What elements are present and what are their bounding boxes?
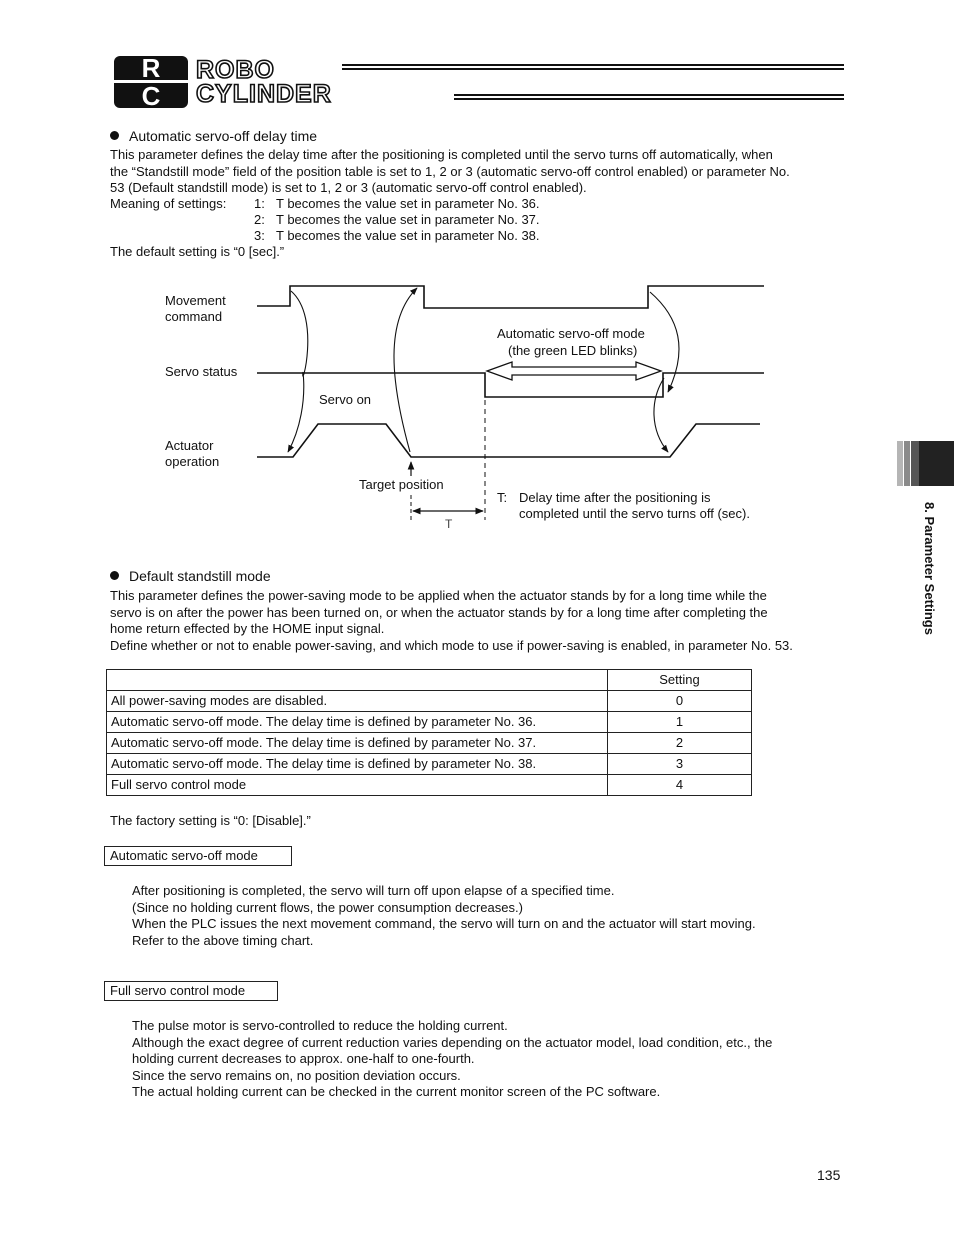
paragraph-line: Since the servo remains on, no position deviation occurs. xyxy=(132,1067,461,1083)
side-tab-stripe xyxy=(904,441,910,486)
label-movement-command: Movement xyxy=(165,293,226,308)
header-rule-top-2 xyxy=(342,68,844,70)
logo-letter-r: R xyxy=(141,53,161,83)
logo-text-robo: ROBO xyxy=(196,56,275,84)
actuator-operation-signal xyxy=(257,424,760,457)
table-cell-desc: All power-saving modes are disabled. xyxy=(107,691,608,712)
paragraph-line: 53 (Default standstill mode) is set to 1, 2 or 3 (automatic servo-off control enabled). xyxy=(110,180,587,195)
movement-command-signal xyxy=(257,286,764,308)
paragraph-line: The actual holding current can be checked in the current monitor screen of the PC software. xyxy=(132,1084,661,1099)
auto-servo-off-double-arrow xyxy=(487,362,661,380)
table-cell-value: 1 xyxy=(608,712,752,733)
table-header-row xyxy=(107,670,752,691)
paragraph-line: Refer to the above timing chart. xyxy=(132,932,314,948)
t-description: Delay time after the positioning is xyxy=(519,490,711,505)
table-cell-desc: Automatic servo-off mode. The delay time is defined by parameter No. 37. xyxy=(107,733,608,754)
t-description-2: completed until the servo turns off (sec). xyxy=(519,506,750,521)
bullet-icon xyxy=(110,131,119,140)
meaning-key: 2: xyxy=(254,212,265,227)
logo-mark xyxy=(114,53,188,110)
header-rule-bottom-2 xyxy=(454,98,844,100)
table-row xyxy=(107,733,752,754)
logo-letter-c: C xyxy=(141,81,161,110)
label-auto-servo-off: Automatic servo-off mode xyxy=(497,326,645,341)
curved-arrow xyxy=(654,378,668,452)
side-tab-stripe xyxy=(897,441,903,486)
label-green-led: (the green LED blinks) xyxy=(508,343,638,358)
header-rule-bottom-1 xyxy=(454,94,844,96)
page-number: 135 xyxy=(817,1167,841,1183)
section1-body xyxy=(110,147,870,197)
paragraph-line: Although the exact degree of current reduction varies depending on the actuator model, load condition, etc., the xyxy=(132,1034,773,1050)
table-cell-desc: Full servo control mode xyxy=(107,775,608,796)
label-t: T xyxy=(445,517,453,531)
meaning-text: T becomes the value set in parameter No. 37. xyxy=(276,212,540,227)
side-tab-stripe xyxy=(911,441,919,486)
meaning-text: T becomes the value set in parameter No. 38. xyxy=(276,228,540,243)
factory-note: The factory setting is “0: [Disable].” xyxy=(110,813,311,828)
paragraph-line: Define whether or not to enable power-saving, and which mode to use if power-saving is enabled, in parameter No. 53. xyxy=(110,637,793,653)
header-rule-top-1 xyxy=(342,64,844,66)
paragraph-line: The pulse motor is servo-controlled to reduce the holding current. xyxy=(132,1018,508,1033)
table-cell-desc: Automatic servo-off mode. The delay time is defined by parameter No. 38. xyxy=(107,754,608,775)
paragraph-line: This parameter defines the delay time after the positioning is completed until the servo turns off automatically, when xyxy=(110,147,773,162)
section2-heading: Default standstill mode xyxy=(110,568,271,584)
curved-arrow xyxy=(394,288,417,452)
table-cell-value: 2 xyxy=(608,733,752,754)
auto-servo-off-body xyxy=(132,883,852,949)
table-cell-value: 0 xyxy=(608,691,752,712)
meaning-key: 3: xyxy=(254,228,265,243)
paragraph-line: servo is on after the power has been turned on, or when the actuator stands by for a long time after completing the xyxy=(110,604,768,620)
side-tab-block xyxy=(919,441,954,486)
section2-body xyxy=(110,588,870,654)
table-header-setting: Setting xyxy=(608,670,752,691)
table-row xyxy=(107,754,752,775)
paragraph-line: When the PLC issues the next movement command, the servo will turn on and the actuator will start moving. xyxy=(132,916,756,931)
label-actuator-operation-2: operation xyxy=(165,454,220,469)
label-movement-command-2: command xyxy=(165,309,223,324)
logo-text-cylinder: CYLINDER xyxy=(196,80,332,108)
paragraph-line: holding current decreases to approx. one-half to one-fourth. xyxy=(132,1051,475,1066)
side-tab-label-wrap xyxy=(922,502,936,672)
standstill-mode-table xyxy=(106,669,752,796)
full-servo-label-box: Full servo control mode xyxy=(104,981,278,1001)
label-actuator-operation: Actuator xyxy=(165,438,214,453)
bullet-icon xyxy=(110,571,119,580)
full-servo-body xyxy=(132,1018,852,1101)
meaning-key: 1: xyxy=(254,196,265,211)
table-cell-desc: Automatic servo-off mode. The delay time is defined by parameter No. 36. xyxy=(107,712,608,733)
meaning-label: Meaning of settings: xyxy=(110,196,227,211)
table-cell-value: 4 xyxy=(608,775,752,796)
curved-arrow xyxy=(288,291,308,452)
paragraph-line: After positioning is completed, the servo will turn off upon elapse of a specified time. xyxy=(132,883,615,898)
table-row xyxy=(107,712,752,733)
label-target-position: Target position xyxy=(359,477,444,492)
paragraph-line: (Since no holding current flows, the power consumption decreases.) xyxy=(132,899,523,915)
side-tab-label: 8. Parameter Settings xyxy=(922,502,937,635)
auto-servo-off-label-box: Automatic servo-off mode xyxy=(104,846,292,866)
section1-heading: Automatic servo-off delay time xyxy=(110,128,317,144)
paragraph-line: home return effected by the HOME input signal. xyxy=(110,621,385,636)
curved-arrow xyxy=(650,292,679,392)
t-key: T: xyxy=(497,490,508,505)
paragraph-line: This parameter defines the power-saving mode to be applied when the actuator stands by for a long time while the xyxy=(110,588,767,603)
paragraph-line: the “Standstill mode” field of the position table is set to 1, 2 or 3 (automatic servo-off control enabled) or parameter No. xyxy=(110,163,790,179)
meaning-text: T becomes the value set in parameter No. 36. xyxy=(276,196,540,211)
table-row xyxy=(107,691,752,712)
label-servo-status: Servo status xyxy=(165,364,238,379)
label-servo-on: Servo on xyxy=(319,392,372,407)
table-header-desc xyxy=(107,670,608,691)
default-note: The default setting is “0 [sec].” xyxy=(110,244,285,259)
table-cell-value: 3 xyxy=(608,754,752,775)
table-row xyxy=(107,775,752,796)
